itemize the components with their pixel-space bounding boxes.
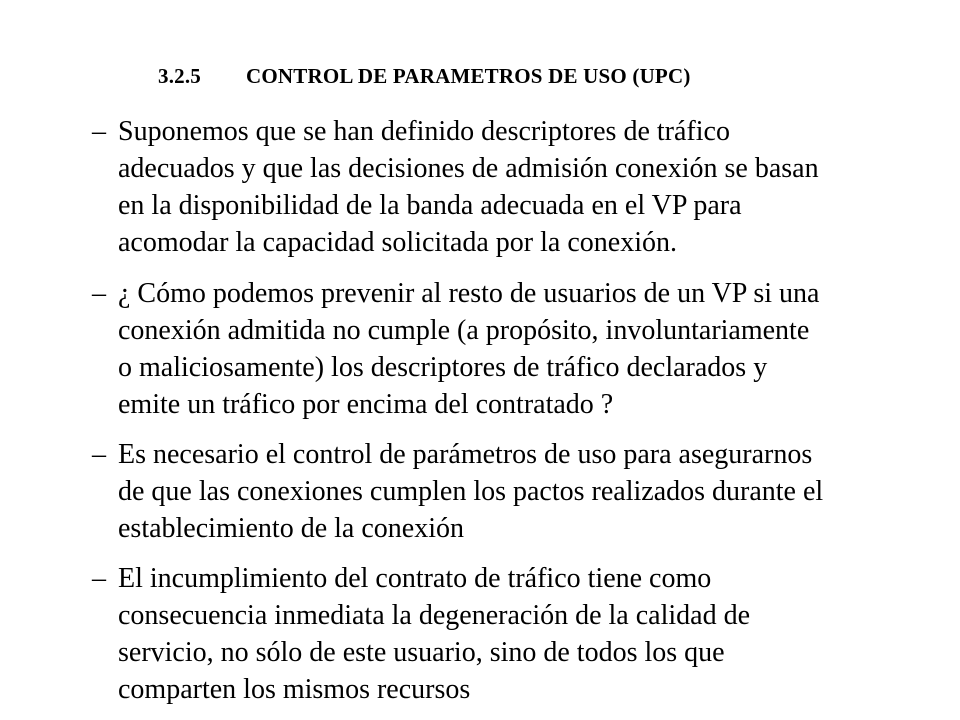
bullet-line: ¿ Cómo podemos prevenir al resto de usuarios de un VP si una [118,278,820,309]
section-number: 3.2.5 [158,64,201,88]
bullet-line: conexión admitida no cumple (a propósito, involuntariamente [118,315,810,346]
bullet-line: consecuencia inmediata la degeneración de la calidad de [118,600,750,631]
bullet-item [92,275,937,423]
bullet-item [92,436,937,547]
bullet-line: en la disponibilidad de la banda adecuada en el VP para [118,190,742,221]
bullet-marker: – [92,116,106,147]
section-title [158,64,691,89]
bullet-item [92,560,937,708]
bullet-item [92,113,937,261]
bullet-marker: – [92,439,106,470]
bullet-line: adecuados y que las decisiones de admisión conexión se basan [118,153,819,184]
bullet-line: o maliciosamente) los descriptores de tráfico declarados y [118,352,768,383]
bullet-line: El incumplimiento del contrato de tráfico tiene como [118,563,712,594]
bullet-line: establecimiento de la conexión [118,513,464,544]
bullet-line: comparten los mismos recursos [118,674,471,705]
bullet-marker: – [92,563,106,594]
bullet-line: acomodar la capacidad solicitada por la conexión. [118,227,677,258]
bullet-line: Suponemos que se han definido descriptores de tráfico [118,116,730,147]
bullet-line: emite un tráfico por encima del contratado ? [118,389,614,420]
bullet-line: servicio, no sólo de este usuario, sino de todos los que [118,637,725,668]
section-title-text: CONTROL DE PARAMETROS DE USO (UPC) [246,64,691,88]
bullet-line: de que las conexiones cumplen los pactos realizados durante el [118,476,824,507]
bullet-marker: – [92,278,106,309]
bullet-line: Es necesario el control de parámetros de uso para asegurarnos [118,439,813,470]
